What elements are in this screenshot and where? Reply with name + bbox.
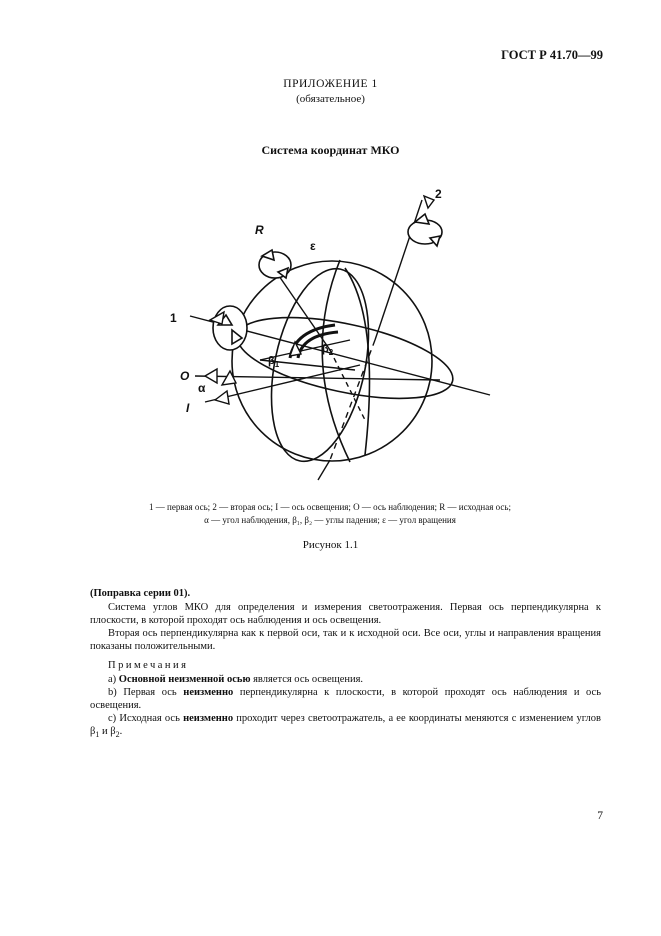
axis-2-rotation-icon — [408, 214, 442, 246]
section-title: Система координат МКО — [261, 143, 400, 157]
label-I: I — [186, 401, 190, 415]
observation-arrow — [205, 369, 217, 383]
illumination-arrow — [215, 391, 229, 404]
cie-coordinate-diagram — [150, 180, 510, 490]
equator-ellipse — [230, 302, 459, 414]
axis-2-lower — [318, 460, 330, 480]
note-b: b) Первая ось неизменно перпендикулярна к плоскости, в которой проходят ось наблюдения и ось освещения. — [90, 687, 601, 711]
label-alpha: α — [198, 381, 206, 395]
figure-legend-line-1: 1 — первая ось; 2 — вторая ось; I — ось освещения; O — ось наблюдения; R — исходная ось; — [149, 502, 511, 512]
appendix-title: ПРИЛОЖЕНИЕ 1 — [283, 78, 378, 90]
alpha-arrow — [222, 371, 236, 385]
label-beta1: $\beta_1$ — [268, 355, 280, 369]
paragraph-2: Вторая ось перпендикулярна как к первой оси, так и к исходной оси. Все оси, углы и направления вращения показаны положительными. — [90, 628, 601, 652]
label-axis-1: 1 — [170, 311, 177, 325]
page-number: 7 — [597, 810, 603, 822]
axis-2-line — [375, 200, 422, 340]
label-O: O — [180, 369, 190, 383]
label-beta2: $\beta_2$ — [322, 343, 334, 357]
note-a: a) Основной неизменной осью является ось освещения. — [108, 674, 364, 685]
sphere-outline — [232, 261, 432, 461]
label-R: R — [255, 223, 264, 237]
figure-legend-line-2: α — угол наблюдения, β₁, β₂ — углы падения; ε — угол вращения — [204, 515, 456, 525]
standard-number: ГОСТ Р 41.70—99 — [501, 48, 603, 62]
label-epsilon: ε — [310, 239, 316, 253]
note-c: c) Исходная ось неизменно проходит через светоотражатель, а ее координаты меняются с изменением углов $\beta_1$ и $\beta_2$. — [90, 713, 601, 740]
reference-rotation-icon — [259, 250, 291, 278]
notes-title: Примечания — [108, 660, 189, 671]
appendix-subtitle: (обязательное) — [296, 93, 365, 105]
correction-note: (Поправка серии 01). — [90, 588, 191, 599]
axis-1-rotation-icon — [213, 306, 247, 350]
figure-caption: Рисунок 1.1 — [302, 539, 359, 551]
paragraph-1: Система углов МКО для определения и измерения светоотражения. Первая ось перпендикулярна к плоскости, в которой проходят ось наблюдения и ось освещения. — [90, 602, 601, 626]
axis-2-arrow — [424, 196, 434, 208]
label-axis-2: 2 — [435, 187, 442, 201]
